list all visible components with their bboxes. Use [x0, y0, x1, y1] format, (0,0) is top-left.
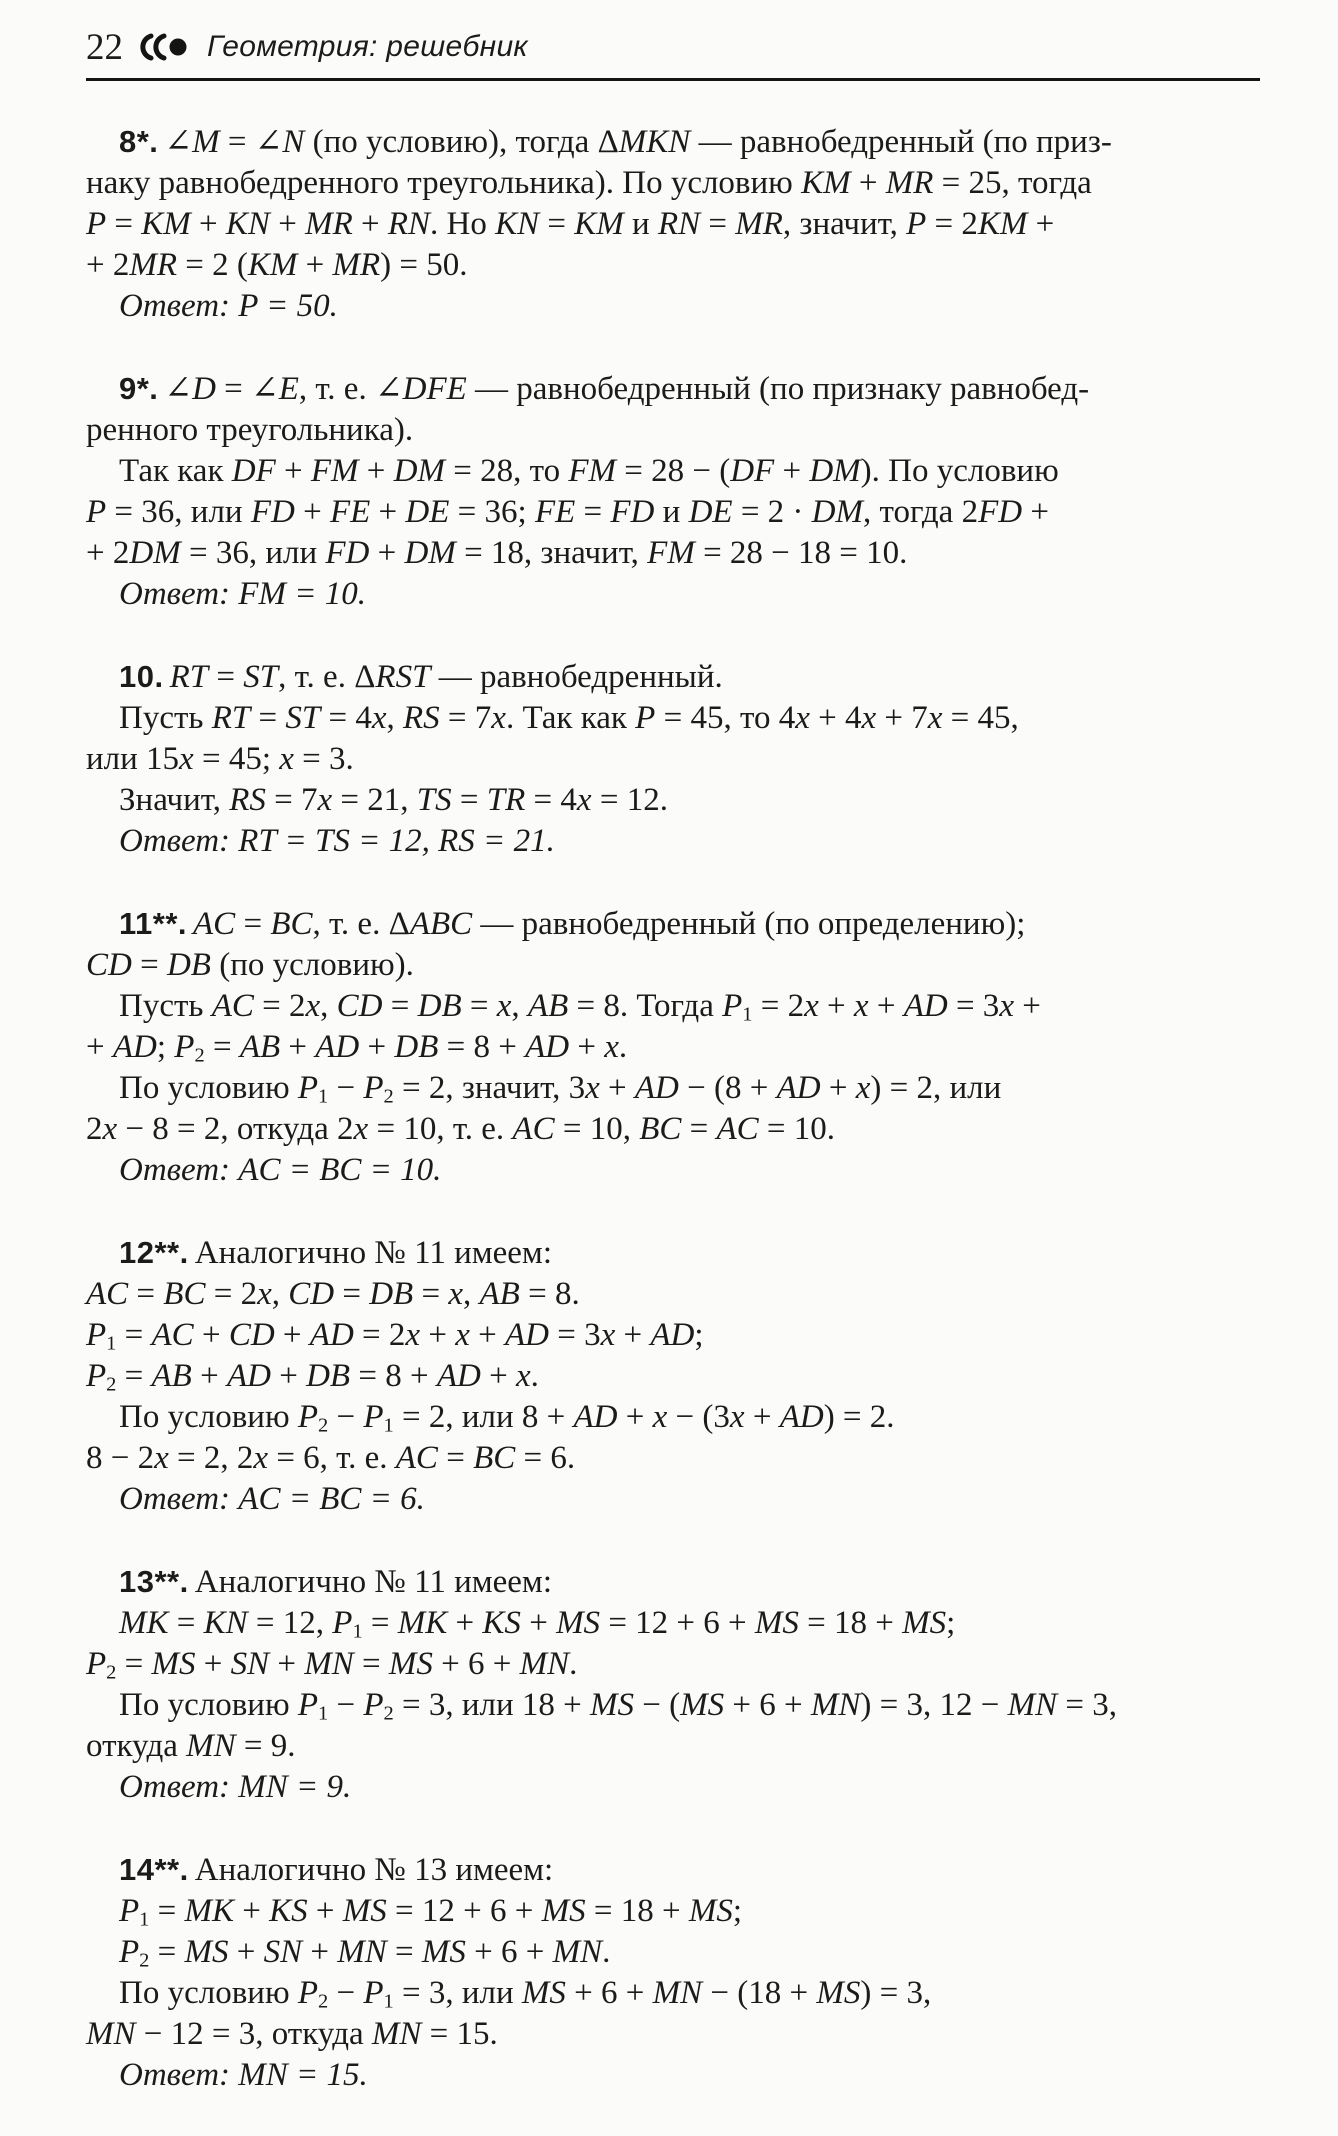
- solution-line: откуда MN = 9.: [86, 1728, 296, 1764]
- solution-line: + 2MR = 2 (KM + MR) = 50.: [86, 247, 468, 283]
- solution-line: $P_1$ = MK + KS + MS = 12 + 6 + MS = 18 + MS;: [119, 1893, 743, 1931]
- solution-line: $P_2$ = MS + SN + MN = MS + 6 + MN.: [119, 1934, 611, 1972]
- problem-block: [86, 1849, 1260, 2096]
- solution-line: По условию $P_1 - P_2 = 3$, или 18 + MS − (MS + 6 + MN) = 3, 12 − MN = 3,: [119, 1687, 1117, 1725]
- answer-line: Ответ: FM = 10.: [119, 576, 366, 612]
- solution-line: 12**. Аналогично № 11 имеем:: [119, 1235, 552, 1271]
- solution-line: + AD; $P_2$ = AB + AD + DB = 8 + AD + x.: [86, 1029, 628, 1067]
- answer-line: Ответ: AC = BC = 6.: [119, 1481, 425, 1517]
- solution-line: По условию $P_1 - P_2 = 2$, значит, 3x + AD − (8 + AD + x) = 2, или: [119, 1070, 1002, 1108]
- solution-line: По условию $P_2 - P_1 = 2$, или 8 + AD + x − (3x + AD) = 2.: [119, 1399, 895, 1437]
- problem-number: 12**.: [119, 1235, 189, 1270]
- problem-block: [86, 903, 1260, 1191]
- problem-block: [86, 121, 1260, 327]
- answer-line: Ответ: MN = 15.: [119, 2057, 368, 2093]
- solution-line: или 15x = 45; x = 3.: [86, 741, 354, 777]
- solution-line: По условию $P_2 - P_1 = 3$, или MS + 6 + MN − (18 + MS) = 3,: [119, 1975, 932, 2013]
- solution-line: Так как DF + FM + DM = 28, то FM = 28 − (DF + DM). По условию: [119, 453, 1059, 489]
- solution-line: 13**. Аналогично № 11 имеем:: [119, 1564, 552, 1600]
- solution-line: $P_2$ = AB + AD + DB = 8 + AD + x.: [86, 1358, 539, 1396]
- problem-number: 14**.: [119, 1852, 189, 1887]
- answer-line: Ответ: AC = BC = 10.: [119, 1152, 442, 1188]
- solution-line: MK = KN = 12, $P_1$ = MK + KS + MS = 12 + 6 + MS = 18 + MS;: [119, 1605, 956, 1643]
- solution-line: AC = BC = 2x, CD = DB = x, AB = 8.: [86, 1276, 580, 1312]
- solution-line: 8*. ∠M = ∠N (по условию), тогда ΔMKN — равнобедренный (по приз-: [119, 124, 1112, 160]
- solution-line: наку равнобедренного треугольника). По условию KM + MR = 25, тогда: [86, 165, 1092, 201]
- page-number: 22: [86, 26, 123, 68]
- problem-block: [86, 368, 1260, 615]
- problem-block: [86, 1232, 1260, 1520]
- problem-number: 10.: [119, 659, 164, 694]
- problem-block: [86, 656, 1260, 862]
- answer-line: Ответ: P = 50.: [119, 288, 338, 324]
- solution-line: 8 − 2x = 2, 2x = 6, т. е. AC = BC = 6.: [86, 1440, 576, 1476]
- solution-line: ренного треугольника).: [86, 412, 414, 448]
- problem-number: 11**.: [119, 906, 188, 941]
- problem-number: 13**.: [119, 1564, 189, 1599]
- solutions-content: [86, 81, 1260, 2096]
- solution-line: 10. RT = ST, т. е. ΔRST — равнобедренный.: [119, 659, 723, 695]
- solution-line: 11**. AC = BC, т. е. ΔABC — равнобедренный (по определению);: [119, 906, 1026, 942]
- answer-line: Ответ: MN = 9.: [119, 1769, 352, 1805]
- problem-number: 8*.: [119, 124, 159, 159]
- solution-line: Значит, RS = 7x = 21, TS = TR = 4x = 12.: [119, 782, 668, 818]
- solution-line: P = 36, или FD + FE + DE = 36; FE = FD и DE = 2 · DM, тогда 2FD +: [86, 494, 1049, 530]
- solution-line: Пусть RT = ST = 4x, RS = 7x. Так как P = 45, то 4x + 4x + 7x = 45,: [119, 700, 1019, 736]
- answer-line: Ответ: RT = TS = 12, RS = 21.: [119, 823, 555, 859]
- page-title: Геометрия: решебник: [207, 30, 528, 63]
- page-header: [86, 24, 1260, 70]
- problem-number: 9*.: [119, 371, 159, 406]
- solution-line: MN − 12 = 3, откуда MN = 15.: [86, 2016, 498, 2052]
- section-marker-icon: [139, 33, 189, 61]
- solution-line: 14**. Аналогично № 13 имеем:: [119, 1852, 554, 1888]
- solution-line: 2x − 8 = 2, откуда 2x = 10, т. е. AC = 10, BC = AC = 10.: [86, 1111, 836, 1147]
- solution-line: + 2DM = 36, или FD + DM = 18, значит, FM = 28 − 18 = 10.: [86, 535, 908, 571]
- solution-line: 9*. ∠D = ∠E, т. е. ∠DFE — равнобедренный (по признаку равнобед-: [119, 371, 1090, 407]
- solution-line: CD = DB (по условию).: [86, 947, 414, 983]
- solution-line: P = KM + KN + MR + RN. Но KN = KM и RN = MR, значит, P = 2KM +: [86, 206, 1055, 242]
- solution-line: $P_2$ = MS + SN + MN = MS + 6 + MN.: [86, 1646, 578, 1684]
- problem-block: [86, 1561, 1260, 1808]
- solution-line: $P_1$ = AC + CD + AD = 2x + x + AD = 3x + AD;: [86, 1317, 704, 1355]
- solution-line: Пусть AC = 2x, CD = DB = x, AB = 8. Тогда $P_1 = 2x + x$ + AD = 3x +: [119, 988, 1041, 1026]
